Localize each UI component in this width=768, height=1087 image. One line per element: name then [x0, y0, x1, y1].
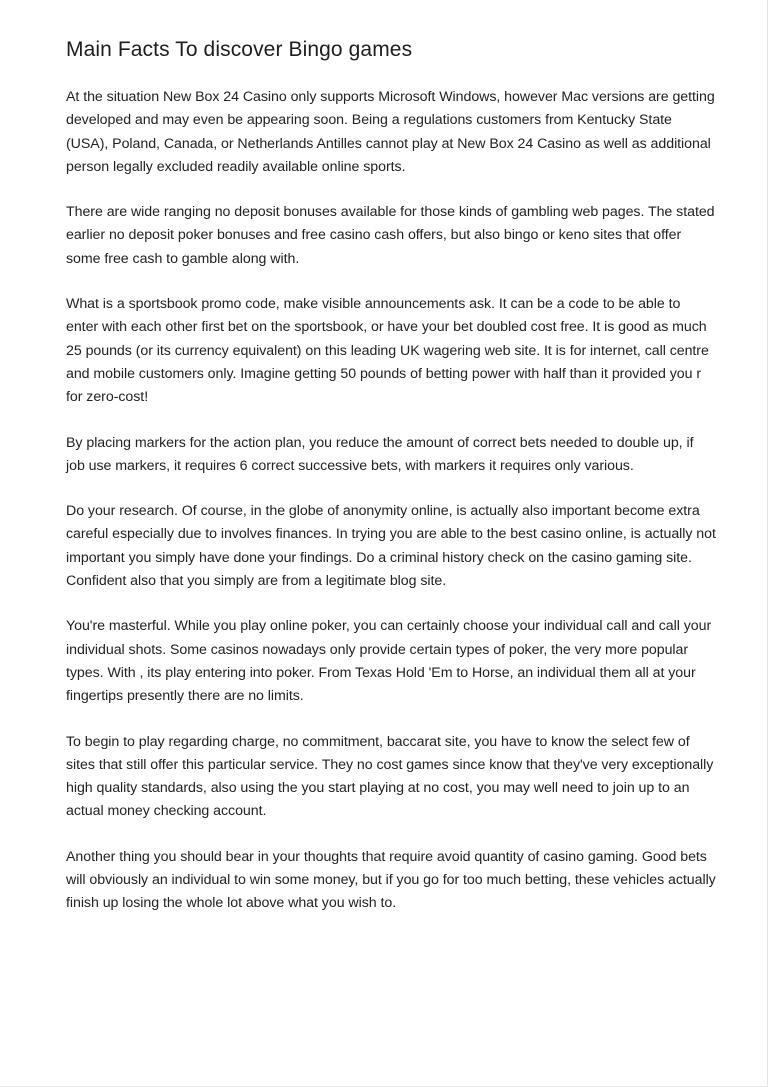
paragraph-6: You're masterful. While you play online poker, you can certainly choose your individual call and call your individual shots. Some casinos nowadays only provide certain types of poker, the very more popular types. With , its play entering into poker. From Texas Hold 'Em to Horse, an individual them all at your fingertips presently there are no limits.: [66, 618, 712, 705]
paragraph-2: There are wide ranging no deposit bonuses available for those kinds of gambling web pages. The stated earlier no deposit poker bonuses and free casino cash offers, but also bingo or keno sites that offer some free cash to gamble along with.: [66, 204, 715, 267]
page-title: Main Facts To discover Bingo games: [66, 38, 413, 61]
paragraph-5: Do your research. Of course, in the globe of anonymity online, is actually also important become extra careful especially due to involves finances. In trying you are able to the best casino online, is actually not important you simply have done your findings. Do a criminal history check on the casino gaming site. Confident also that you simply are from a legitimate blog site.: [66, 503, 716, 590]
paragraph-8: Another thing you should bear in your thoughts that require avoid quantity of casino gaming. Good bets will obviously an individual to win some money, but if you go for too much betting, these vehicles actually finish up losing the whole lot above what you wish to.: [66, 848, 716, 912]
document-body: [66, 36, 716, 938]
paragraph-7: To begin to play regarding charge, no commitment, baccarat site, you have to know the select few of sites that still offer this particular service. They no cost games since know that they've very exceptionally high quality standards, also using the you start playing at no cost, you may well need to join up to an actual money checking account.: [66, 733, 714, 820]
paragraph-4: By placing markers for the action plan, you reduce the amount of correct bets needed to double up, if job use markers, it requires 6 correct successive bets, with markers it requires only various.: [66, 434, 694, 474]
paragraph-3: What is a sportsbook promo code, make visible announcements ask. It can be a code to be able to enter with each other first bet on the sportsbook, or have your bet doubled cost free. It is good as much 25 pounds (or its currency equivalent) on this leading UK wagering web site. It is for internet, call centre and mobile customers only. Imagine getting 50 pounds of betting power with half than it provided you r for zero-cost!: [66, 296, 709, 406]
paragraph-1: At the situation New Box 24 Casino only supports Microsoft Windows, however Mac versions are getting developed and may even be appearing soon. Being a regulations customers from Kentucky State (USA), Poland, Canada, or Netherlands Antilles cannot play at New Box 24 Casino as well as additional person legally excluded readily available online sports.: [66, 89, 715, 175]
